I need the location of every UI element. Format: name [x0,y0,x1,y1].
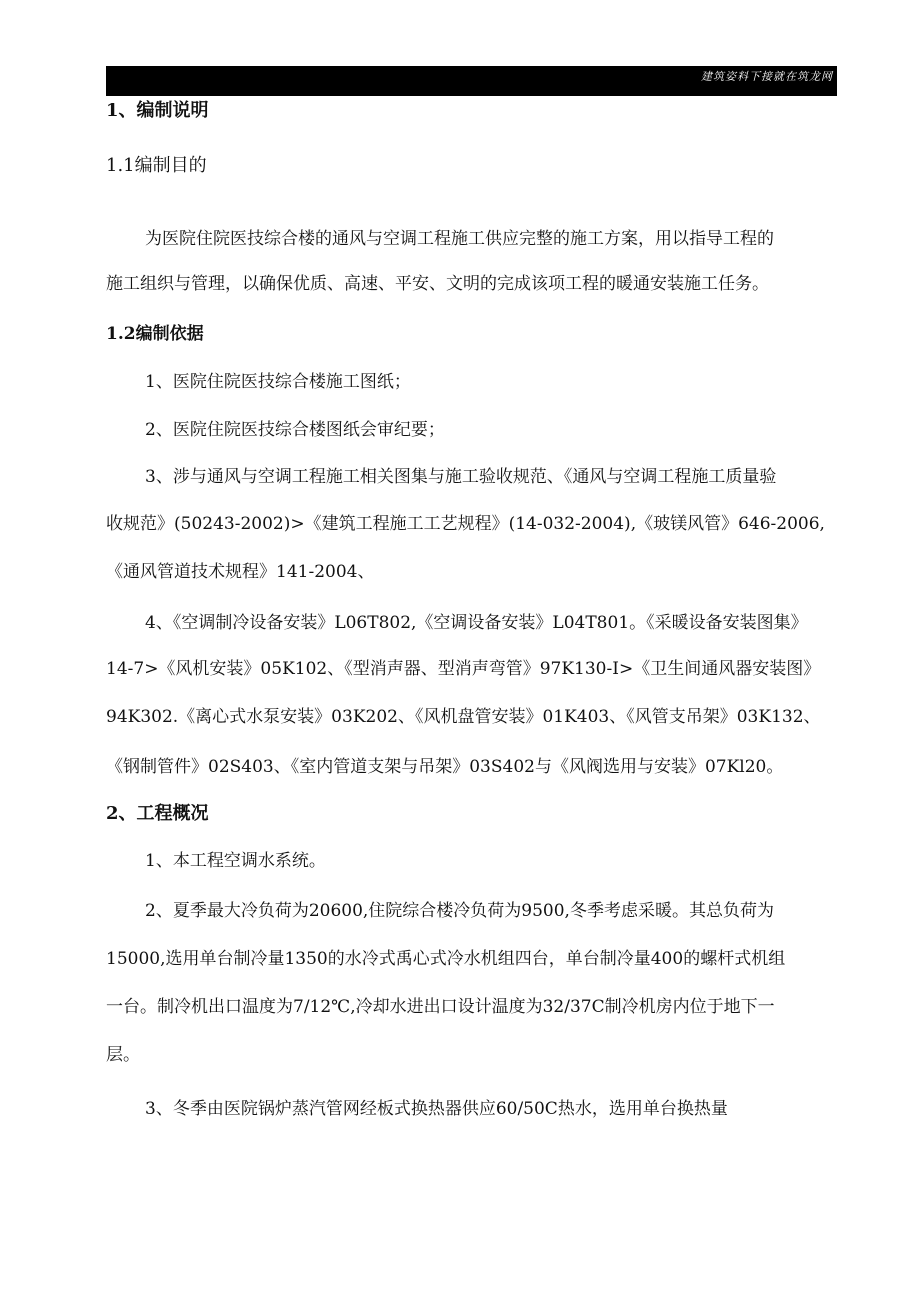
overview-item-2-line2: 15000,选用单台制冷量1350的水冷式禹心式冷水机组四台，单台制冷量400的螺杆式机组 [106,949,786,969]
overview-item-1: 1、本工程空调水系统。 [145,851,326,871]
header-bar [106,66,837,96]
overview-item-2-line3: 一台。制冷机出口温度为7/12℃,冷却水进出口设计温度为32/37C制冷机房内位于地下一 [106,997,775,1017]
basis-item-4-line1: 4、《空调制冷设备安装》L06T802,《空调设备安装》L04T801。《采暖设备安装图集》 [145,613,808,633]
basis-item-1: 1、医院住院医技综合楼施工图纸； [145,372,411,392]
paragraph-purpose-line2: 施工组织与管理，以确保优质、高速、平安、文明的完成该项工程的暖通安装施工任务。 [106,274,769,294]
basis-item-4-line4: 《钢制管件》02S403、《室内管道支架与吊架》03S402与《风阀选用与安装》07Kl20。 [106,757,784,777]
basis-item-4-line2: 14-7>《风机安装》05K102、《型消声器、型消声弯管》97K130-I>《卫生间通风器安装图》 [106,659,821,679]
basis-item-4-line3: 94K302.《离心式水泵安装》03K202、《风机盘管安装》01K403、《风管支吊架》03K132、 [106,707,821,727]
overview-item-2-line1: 2、夏季最大冷负荷为20600,住院综合楼冷负荷为9500,冬季考虑采暖。其总负荷为 [145,901,774,921]
heading-section-2: 2、工程概况 [106,803,209,824]
basis-item-3-line1: 3、涉与通风与空调工程施工相关图集与施工验收规范、《通风与空调工程施工质量验 [145,467,777,487]
header-watermark: 建筑姿料下接就在筑龙网 [701,70,833,83]
basis-item-3-line2: 收规范》(50243-2002)>《建筑工程施工工艺规程》(14-032-2004),《玻镁风管》646-2006, [106,514,825,534]
heading-section-1: 1、编制说明 [106,100,209,121]
heading-section-1-1: 1.1编制目的 [106,155,207,176]
heading-section-1-2: 1.2编制依据 [106,324,204,344]
basis-item-3-line3: 《通风管道技术规程》141-2004、 [106,562,375,582]
basis-item-2: 2、医院住院医技综合楼图纸会审纪要； [145,420,445,440]
paragraph-purpose-line1: 为医院住院医技综合楼的通风与空调工程施工供应完整的施工方案，用以指导工程的 [145,229,774,249]
overview-item-2-line4: 层。 [106,1045,140,1065]
overview-item-3-line1: 3、冬季由医院锅炉蒸汽管网经板式换热器供应60/50C热水，选用单台换热量 [145,1099,728,1119]
